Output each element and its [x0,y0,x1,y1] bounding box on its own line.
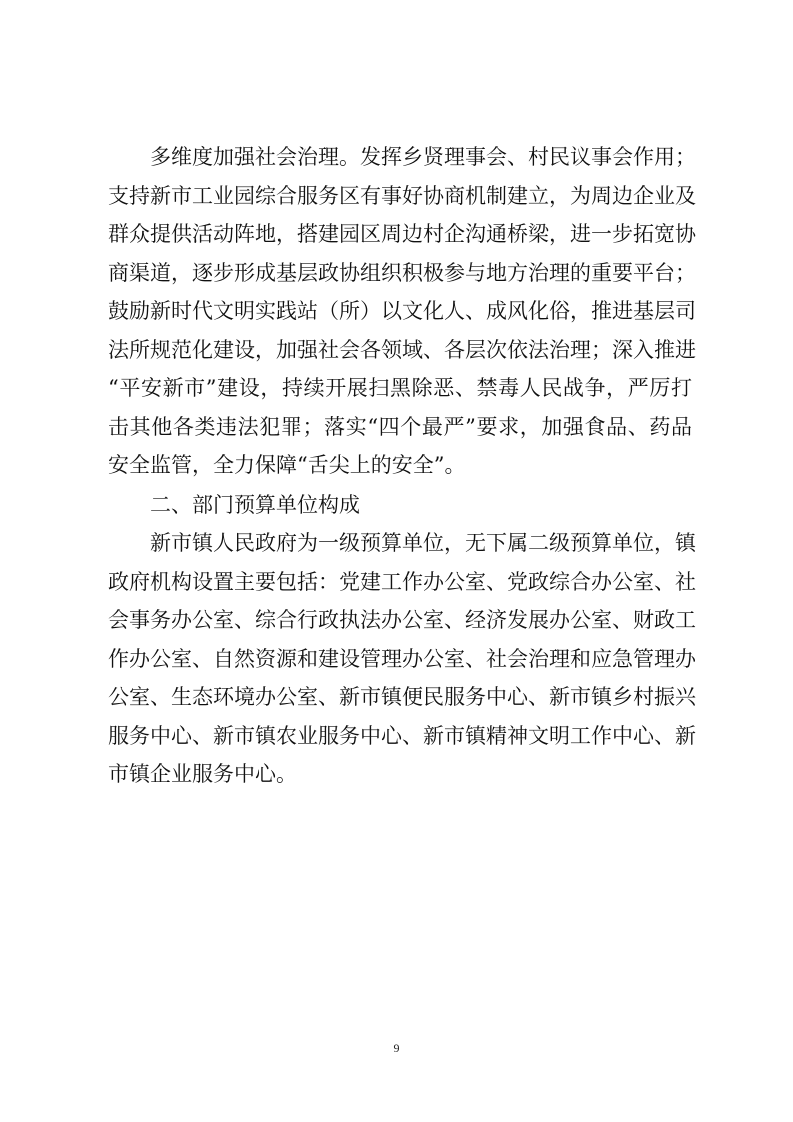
page-number: 9 [393,1041,400,1055]
text-line: 支持新市工业园综合服务区有事好协商机制建立，为周边企业及 [108,183,696,208]
text-line: 服务中心、新市镇农业服务中心、新市镇精神文明工作中心、新 [108,723,696,748]
paragraph-social-governance [108,138,696,485]
text-line: 多维度加强社会治理。发挥乡贤理事会、村民议事会作用； [150,145,696,169]
section-heading-budget-units [108,486,692,525]
document-body [108,138,696,794]
text-line: “平安新市”建设，持续开展扫黑除恶、禁毒人民战争，严厉打 [108,376,692,400]
text-line: 市镇企业服务中心。 [108,762,297,786]
section-heading: 二、部门预算单位构成 [150,492,360,517]
text-line: 作办公室、自然资源和建设管理办公室、社会治理和应急管理办 [108,646,696,671]
text-line: 会事务办公室、综合行政执法办公室、经济发展办公室、财政工 [108,608,696,632]
text-line: 安全监管，全力保障“舌尖上的安全”。 [108,453,466,477]
text-line: 新市镇人民政府为一级预算单位，无下属二级预算单位，镇 [150,531,696,555]
text-line: 鼓励新时代文明实践站（所）以文化人、成风化俗，推进基层司 [108,299,696,323]
text-line: 法所规范化建设，加强社会各领域、各层次依法治理；深入推进 [108,337,696,362]
text-line: 击其他各类违法犯罪；落实“四个最严”要求，加强食品、药品 [108,414,692,439]
paragraph-budget-units [108,524,696,794]
text-line: 公室、生态环境办公室、新市镇便民服务中心、新市镇乡村振兴 [108,685,696,709]
text-line: 商渠道，逐步形成基层政协组织积极参与地方治理的重要平台； [108,260,696,285]
text-line: 群众提供活动阵地，搭建园区周边村企沟通桥梁，进一步拓宽协 [108,222,696,246]
text-line: 政府机构设置主要包括：党建工作办公室、党政综合办公室、社 [108,569,696,594]
